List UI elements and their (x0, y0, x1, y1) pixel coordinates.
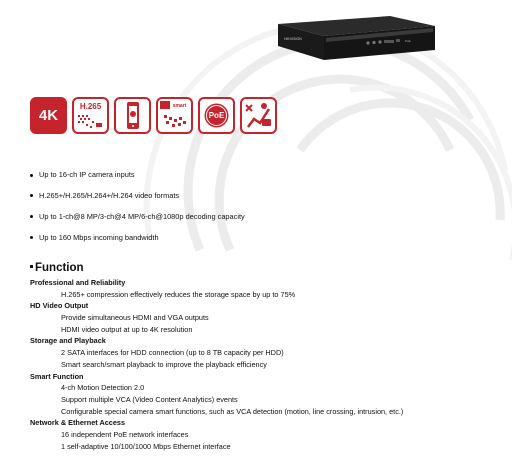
bullet-icon (30, 174, 33, 177)
list-item: H.265+/H.265/H.264+/H.264 video formats (30, 186, 245, 206)
section-item: HDMI video output at up to 4K resolution (61, 324, 193, 334)
bullet-icon (30, 215, 33, 218)
badge-h265-icon: H.265 (72, 97, 109, 134)
list-item: Up to 16-ch IP camera inputs (30, 165, 245, 185)
section-item: 1 self-adaptive 10/100/1000 Mbps Ethernet interface (61, 441, 231, 451)
list-item: Up to 160 Mbps incoming bandwidth (30, 228, 245, 248)
badge-mobile-icon (114, 97, 151, 134)
section-item: H.265+ compression effectively reduces the storage space by up to 75% (61, 289, 296, 299)
section-heading: HD Video Output (30, 301, 89, 311)
section-item: 4-ch Motion Detection 2.0 (61, 383, 145, 393)
section-item: Configurable special camera smart functions, such as VCA detection (motion, line crossing, intrusion, etc.) (61, 406, 404, 416)
badge-4k-icon: 4K (30, 97, 67, 134)
brand-label: HIKVISION (284, 37, 302, 41)
feature-badges (30, 97, 277, 137)
section-heading: Smart Function (30, 371, 84, 381)
section-item: Support multiple VCA (Video Content Analytics) events (61, 394, 238, 404)
section-heading: Network & Ethernet Access (30, 418, 126, 428)
section-item: 16 independent PoE network interfaces (61, 429, 189, 439)
section-heading: Storage and Playback (30, 336, 106, 346)
square-bullet-icon (30, 265, 33, 268)
bullet-icon (30, 194, 33, 197)
function-title: Function (30, 262, 84, 274)
section-heading: Professional and Reliability (30, 278, 126, 287)
list-item: Up to 1-ch@8 MP/3-ch@4 MP/6-ch@1080p decoding capacity (30, 207, 245, 227)
section-item: Smart search/smart playback to improve the playback efficiency (61, 359, 267, 369)
nvr-device-image (270, 14, 438, 70)
badge-poe-icon: PoE (198, 97, 235, 134)
bullet-icon (30, 236, 33, 239)
section-item: 2 SATA interfaces for HDD connection (up to 8 TB capacity per HDD) (61, 348, 284, 358)
poe-mark: PoE (405, 39, 411, 43)
badge-vca-icon (240, 97, 277, 134)
badge-vsmart-icon: smart (156, 97, 193, 134)
function-sections (30, 277, 500, 452)
feature-list (30, 165, 245, 249)
section-item: Provide simultaneous HDMI and VGA outputs (61, 313, 209, 323)
